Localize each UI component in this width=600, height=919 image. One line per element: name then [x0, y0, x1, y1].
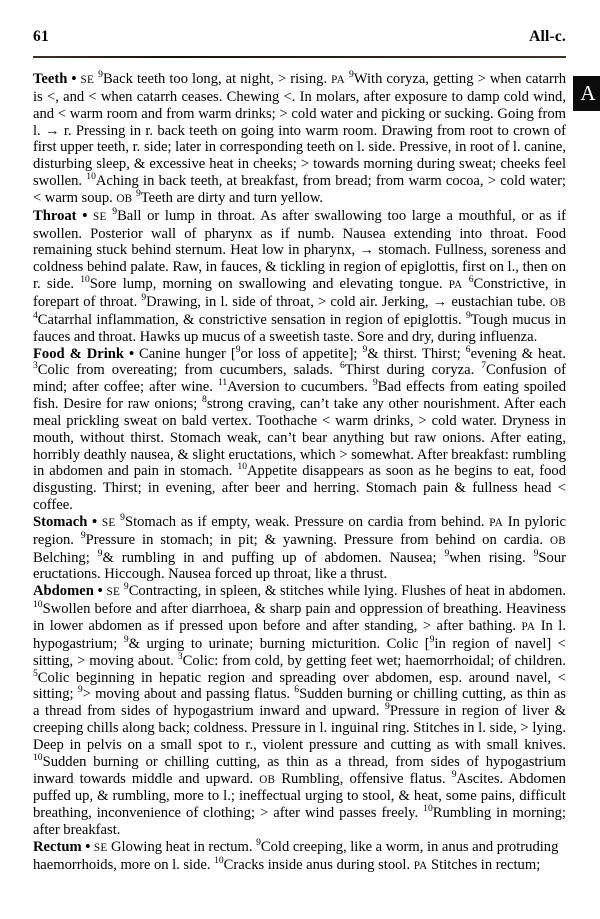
entry-text: Rumbling in morning; after breakfast.: [33, 805, 566, 839]
source-abbreviation: SE: [101, 516, 116, 529]
entry-text: & urging to urinate; burning micturition. Colic [: [128, 635, 430, 652]
header-rule: [33, 56, 566, 58]
thumb-index-tab[interactable]: [573, 76, 600, 111]
entry-text: & rumbling in and puffing up of abdomen. Nausea;: [102, 549, 445, 566]
page-number: 61: [33, 28, 49, 45]
grade-superscript: 4: [33, 309, 38, 321]
entry-text: Confusion of mind; after coffee; after wine.: [33, 362, 566, 396]
entry-text: Ascites. Abdomen puffed up, & rumbling, more to l.; ineffectual urging to stool, & heat, some pains, difficult breathing, inconvenience of clothing; > after wind passes freely.: [33, 770, 566, 822]
entry-text: Aching in back teeth, at breakfast, from bread; from warm cocoa, > cold water; < warm soup.: [33, 173, 566, 206]
entry-text: Bad effects from eating spoiled fish. Desire for raw onions;: [33, 379, 566, 413]
grade-superscript: 10: [423, 803, 433, 815]
source-abbreviation: SE: [93, 210, 107, 223]
source-abbreviation: SE: [106, 586, 121, 599]
entry-text: Thirst during coryza.: [344, 362, 482, 379]
grade-superscript: 6: [294, 684, 300, 696]
running-head: [33, 28, 566, 46]
entry-text: Sudden burning or chilling cutting, as thin as a thread, from sides of hypogastrium inward towards middle and upward.: [33, 753, 566, 787]
grade-superscript: 3: [33, 360, 38, 372]
entry-text: Canine hunger [: [139, 345, 236, 362]
entry-text: Contracting, in spleen, & stitches while lying. Flushes of heat in abdomen.: [128, 583, 566, 600]
entry-rubric: Rectum: [33, 838, 82, 855]
source-abbreviation: PA: [521, 621, 536, 633]
grade-superscript: 9: [135, 188, 141, 200]
entry-text: Appetite disappears as soon as he begins to eat, food disgusting. Thirst; in evening, after beer and herring. Stomach pain & fullness head < coffee.: [33, 463, 566, 514]
grade-superscript: 9: [348, 69, 354, 81]
entry-text: Catarrhal inflammation, & constrictive sensation in region of epiglottis.: [37, 311, 466, 328]
grade-superscript: 9: [465, 309, 471, 321]
grade-superscript: 5: [33, 667, 38, 679]
grade-superscript: 9: [120, 512, 125, 524]
entry-text: With coryza, getting > when catarrh is <, and < when catarrh ceases. Chewing <. In molars, after exposure to damp cold wind, and < warm room and from warm drinks; > cold water and picking or sucking. Going from l. → r. Pressing in r. back teeth on going into warm room. Drawing from root to crown of first upper teeth, r. side; later in corresponding teeth on l. side. Pressive, in root of l. canine, disturbing sleep, & excessive heat in cheeks; > towards morning during sweat; cheeks feel swollen.: [33, 71, 566, 190]
grade-superscript: 11: [217, 377, 228, 389]
dictionary-entry: [33, 514, 566, 583]
grade-superscript: 6: [465, 343, 471, 355]
source-abbreviation: SE: [80, 74, 95, 86]
grade-superscript: 9: [429, 633, 435, 645]
entry-text: Sore lump, morning on swallowing and elevating tongue.: [89, 276, 449, 293]
entry-text: Colic: from cold, by getting feet wet; haemorrhoidal; of children.: [182, 652, 566, 669]
grade-superscript: 9: [385, 701, 390, 713]
grade-superscript: 9: [77, 684, 83, 696]
grade-superscript: 9: [533, 547, 539, 559]
source-abbreviation: OB: [259, 773, 276, 786]
grade-superscript: 9: [123, 581, 129, 593]
grade-superscript: 9: [123, 633, 129, 645]
entry-text: or loss of appetite];: [240, 345, 363, 362]
dictionary-entry: [33, 205, 566, 346]
entry-text: Stomach as if empty, weak. Pressure on cardia from behind.: [124, 513, 490, 530]
source-abbreviation: OB: [549, 296, 566, 309]
entry-text: In pyloric region.: [33, 513, 566, 548]
entry-text: Sour eructations. Hiccough. Nausea forced up throat, like a thrust.: [33, 549, 566, 583]
running-title: All-c.: [529, 28, 566, 45]
entry-bullet: •: [124, 345, 140, 362]
entry-text: Tough mucus in fauces and throat. Hawks up mucus of a sweetish taste. Sore and dry, during influenza.: [33, 311, 566, 345]
grade-superscript: 10: [237, 461, 248, 473]
grade-superscript: 10: [214, 854, 224, 866]
body-text-column: [33, 71, 566, 875]
grade-superscript: 10: [33, 599, 43, 611]
entry-rubric: Food & Drink: [33, 345, 125, 362]
grade-superscript: 9: [451, 768, 457, 780]
entry-text: & thirst. Thirst;: [367, 345, 466, 362]
dictionary-entry: [33, 343, 566, 514]
entry-text: Back teeth too long, at night, > rising.: [102, 71, 332, 87]
entry-bullet: •: [87, 513, 102, 530]
entry-text: in region of navel] < sitting, > moving about.: [33, 635, 566, 669]
entry-rubric: Abdomen: [33, 583, 94, 600]
entry-text: evening & heat.: [470, 345, 566, 362]
entry-text: Glowing heat in rectum.: [110, 838, 257, 855]
grade-superscript: 6: [468, 274, 474, 286]
source-abbreviation: OB: [549, 534, 566, 547]
entry-text: Drawing, in l. side of throat, > cold air. Jerking, → eustachian tube.: [146, 293, 550, 310]
entry-bullet: •: [81, 838, 94, 855]
source-abbreviation: PA: [489, 516, 504, 529]
grade-superscript: 10: [80, 274, 90, 286]
grade-superscript: 9: [98, 69, 103, 81]
grade-superscript: 9: [141, 292, 147, 304]
entry-text: Aversion to cucumbers.: [227, 379, 373, 396]
grade-superscript: 9: [362, 343, 368, 355]
entry-text: Cold creeping, like a worm, in anus and protruding haemorrhoids, more on l. side.: [33, 838, 559, 873]
grade-superscript: 9: [80, 529, 86, 541]
entry-bullet: •: [67, 71, 81, 87]
grade-superscript: 9: [112, 205, 118, 217]
source-abbreviation: OB: [116, 192, 133, 205]
grade-superscript: 9: [372, 377, 378, 389]
entry-text: Colic beginning in hepatic region and spreading over abdomen, esp. around navel, < sitting;: [33, 669, 566, 703]
entry-text: Belching;: [33, 549, 98, 566]
entry-text: Stitches in rectum;: [431, 856, 541, 873]
entry-text: Ball or lump in throat. As after swallowing too large a mouthful, or as if swollen. Posterior wall of pharynx as if numb. Nausea extending into throat. Food remaining stuck behind sternum. Heat low in pharynx, → stomach. Fullness, soreness and coldness behind palate. Raw, in fauces, & tickling in region of epiglottis, first on l., then on r. side.: [33, 207, 566, 293]
grade-superscript: 10: [33, 751, 43, 763]
dictionary-entry: [33, 71, 566, 208]
entry-text: Pressure in stomach; in pit; & yawning. Pressure from behind on cardia.: [85, 531, 550, 548]
entry-bullet: •: [93, 583, 107, 600]
entry-text: In l. hypogastrium;: [33, 618, 566, 652]
entry-text: Cracks inside anus during stool.: [223, 856, 414, 873]
dictionary-entry: [33, 583, 566, 839]
entry-text: Rumbling, offensive flatus.: [281, 770, 452, 787]
entry-text: Swollen before and after diarrhoea, & sharp pain and oppression of breathing. Heaviness in lower abdomen as if pressed upon before and after standing, > after bathing.: [33, 601, 566, 634]
entry-text: strong craving, can’t take any other nourishment. After each meal prickling sweat on bald vertex. Toothache < warm drinks, > cold water. Dryness in mouth, without thirst. Stomach weak, can’t bear anything but raw onions. After eating, horribly deathly nausea, & slight eructations, which > somewhat. After breakfast: rumbling in abdomen and pain in stomach.: [33, 396, 566, 480]
source-abbreviation: SE: [93, 841, 108, 854]
grade-superscript: 9: [97, 547, 103, 559]
entry-rubric: Stomach: [33, 513, 88, 530]
source-abbreviation: PA: [413, 859, 428, 872]
grade-superscript: 9: [235, 343, 241, 355]
grade-superscript: 8: [202, 394, 207, 406]
entry-text: Sudden burning or chilling cutting, as thin as a thread from sides of hypogastrium inward and upward.: [33, 686, 566, 720]
entry-text: Colic from overeating; from cucumbers, salads.: [37, 362, 340, 379]
entry-text: Teeth are dirty and turn yellow.: [140, 189, 324, 206]
grade-superscript: 3: [177, 650, 183, 662]
entry-rubric: Throat: [33, 207, 77, 224]
source-abbreviation: PA: [331, 74, 345, 86]
dictionary-entry: [33, 839, 566, 875]
grade-superscript: 9: [444, 547, 450, 559]
entry-text: Constrictive, in forepart of throat.: [33, 276, 566, 310]
entry-text: Pressure in region of liver & creeping chills along back; coldness. Pressure in l. inguinal ring. Stitches in l. side, > lying. Deep in pelvis on a small spot to r., violent pressure and cutting as with small knives.: [33, 703, 566, 753]
grade-superscript: 6: [339, 360, 345, 372]
grade-superscript: 10: [86, 171, 96, 183]
grade-superscript: 7: [481, 360, 487, 372]
entry-rubric: Teeth: [33, 71, 68, 87]
grade-superscript: 9: [256, 837, 261, 849]
entry-text: when rising.: [449, 549, 534, 566]
entry-bullet: •: [76, 207, 94, 224]
thumb-index-letter: A: [580, 81, 596, 105]
source-abbreviation: PA: [448, 279, 463, 292]
entry-text: > moving about and passing flatus.: [82, 686, 295, 703]
